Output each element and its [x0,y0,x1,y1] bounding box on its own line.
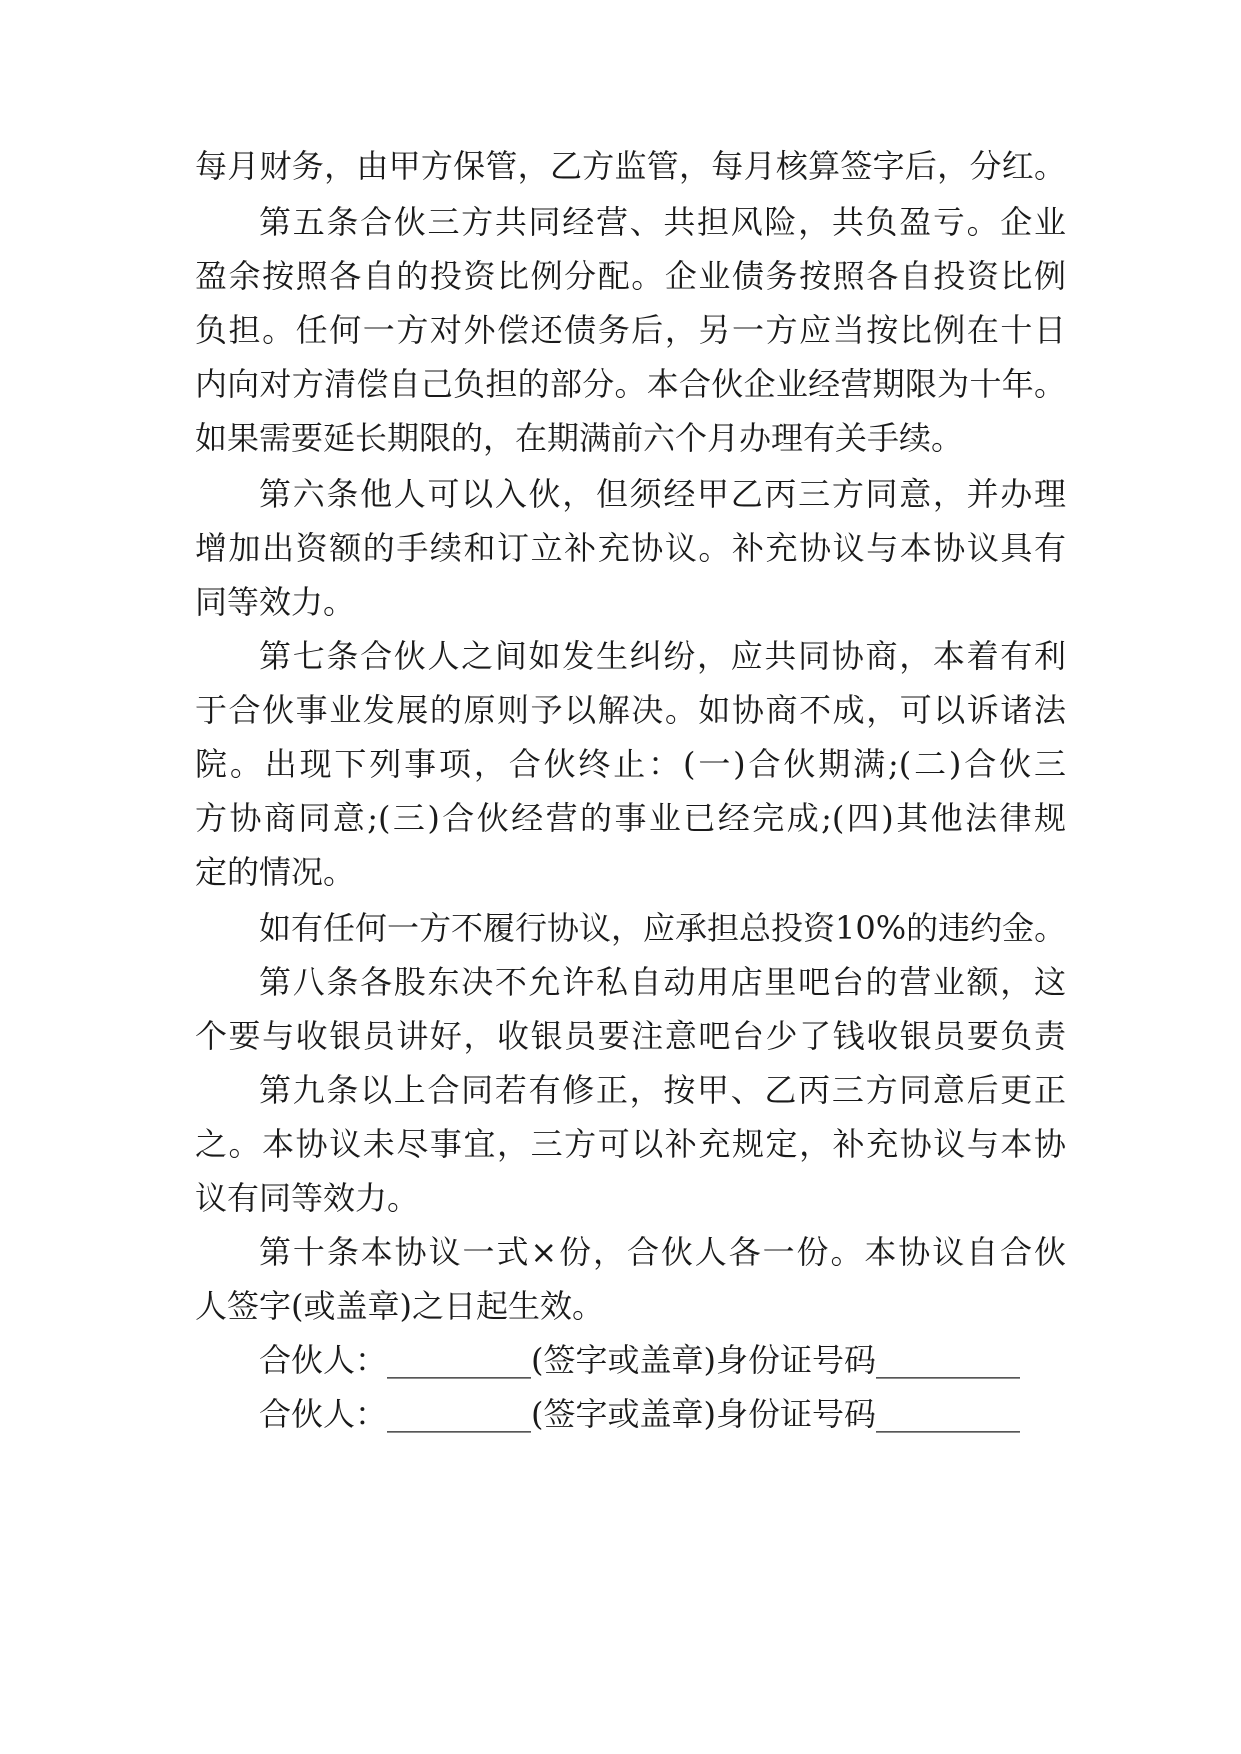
text-line: 第九条以上合同若有修正，按甲、乙丙三方同意后更正 [259,1071,1066,1109]
text-line: 议有同等效力。 [195,1179,420,1217]
signature-line: 合伙人：_________(签字或盖章)身份证号码_________ [259,1395,1020,1433]
text-line: 个要与收银员讲好，收银员要注意吧台少了钱收银员要负责 [195,1017,1066,1055]
text-line: 每月财务，由甲方保管，乙方监管，每月核算签字后，分红。 [195,147,1066,185]
text-line: 第七条合伙人之间如发生纠纷，应共同协商，本着有利 [259,637,1066,675]
signature-line: 合伙人：_________(签字或盖章)身份证号码_________ [259,1341,1020,1379]
text-line: 人签字(或盖章)之日起生效。 [195,1287,604,1325]
text-line: 之。本协议未尽事宜，三方可以补充规定，补充协议与本协 [195,1125,1066,1163]
text-line: 第五条合伙三方共同经营、共担风险，共负盈亏。企业 [259,203,1066,241]
text-line: 定的情况。 [195,853,356,891]
text-line: 同等效力。 [195,583,356,621]
text-line: 第十条本协议一式×份，合伙人各一份。本协议自合伙 [259,1233,1066,1271]
text-line: 盈余按照各自的投资比例分配。企业债务按照各自投资比例 [195,257,1066,295]
text-line: 负担。任何一方对外偿还债务后，另一方应当按比例在十日 [195,311,1066,349]
text-line: 方协商同意;(三)合伙经营的事业已经完成;(四)其他法律规 [195,799,1066,837]
text-line: 第八条各股东决不允许私自动用店里吧台的营业额，这 [259,963,1066,1001]
text-line: 内向对方清偿自己负担的部分。本合伙企业经营期限为十年。 [195,365,1066,403]
text-line: 增加出资额的手续和订立补充协议。补充协议与本协议具有 [195,529,1066,567]
text-line: 如有任何一方不履行协议，应承担总投资10%的违约金。 [259,909,1067,947]
text-line: 于合伙事业发展的原则予以解决。如协商不成，可以诉诸法 [195,691,1066,729]
text-line: 第六条他人可以入伙，但须经甲乙丙三方同意，并办理 [259,475,1066,513]
text-line: 院。出现下列事项，合伙终止：(一)合伙期满;(二)合伙三 [195,745,1066,783]
text-line: 如果需要延长期限的，在期满前六个月办理有关手续。 [195,419,964,457]
